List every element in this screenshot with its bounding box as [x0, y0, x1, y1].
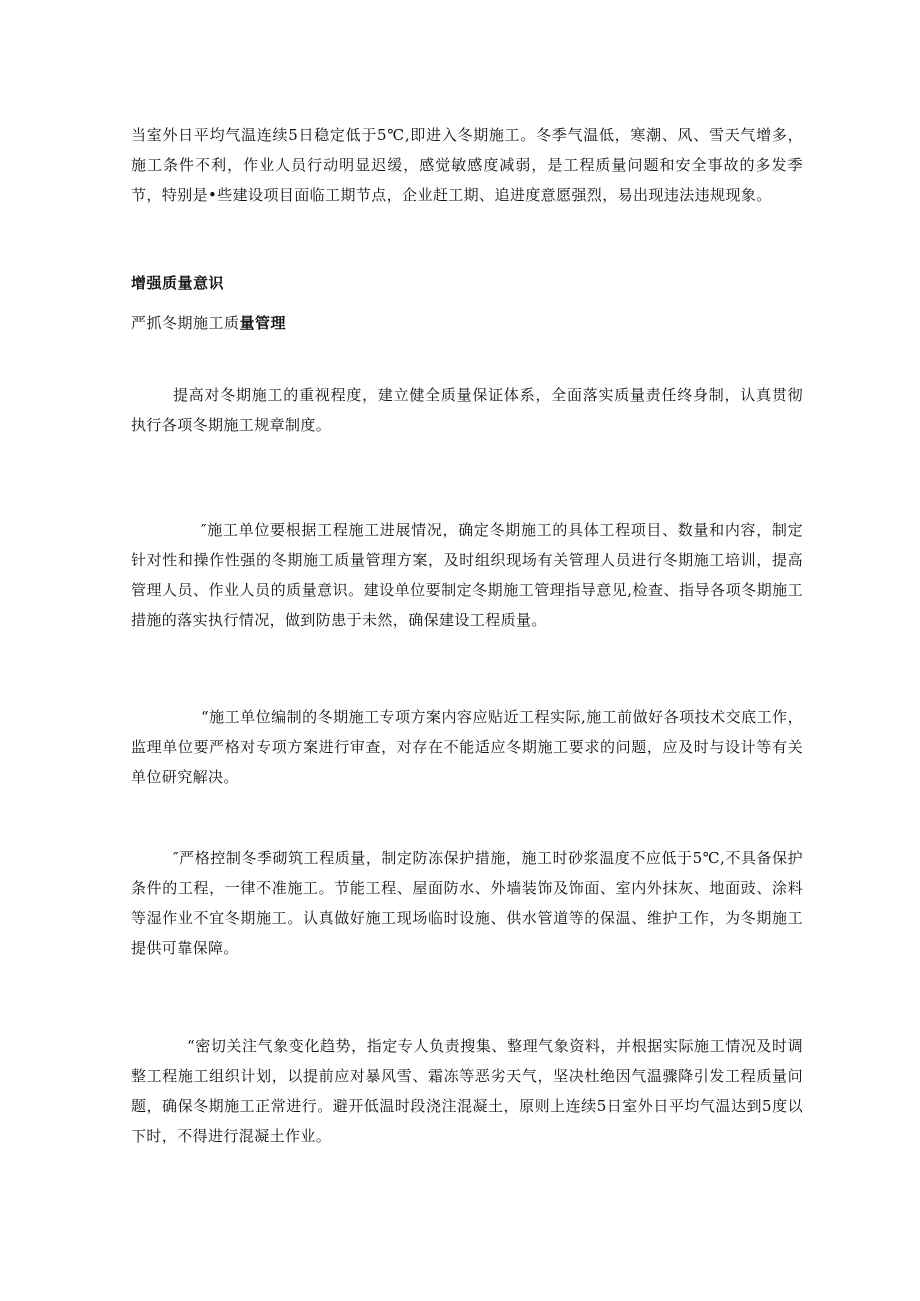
- paragraph-quality-system: 提高对冬期施工的重视程度，建立健全质量保证体系，全面落实质量责任终身制，认真贯彻执行各项冬期施工规章制度。: [131, 386, 803, 434]
- paragraph-special-scheme: “施工单位编制的冬期施工专项方案内容应贴近工程实际,施工前做好各项技术交底工作，监理单位要严格对专项方案进行审查，对存在不能适应冬期施工要求的问题，应及时与设计等有关单位研究解决。: [131, 708, 803, 786]
- section-heading: 增强质量意识: [131, 274, 225, 292]
- intro-paragraph: 当室外日平均气温连续5日稳定低于5℃,即进入冬期施工。冬季气温低，寒潮、风、雪天气增多，施工条件不利，作业人员行动明显迟缓，感觉敏感度减弱，是工程质量问题和安全事故的多发季节，特别是•些建设项目面临工期节点，企业赶工期、追进度意愿强烈，易出现违法违规现象。: [131, 126, 803, 204]
- subheading-regular-text: 严抓冬期施工质: [131, 314, 240, 332]
- paragraph-weather-monitoring: “密切关注气象变化趋势，指定专人负责搜集、整理气象资料，并根据实际施工情况及时调整工程施工组织计划，以提前应对暴风雪、霜冻等恶劣天气，坚决杜绝因气温骤降引发工程质量问题，确保冬期施工正常进行。避开低温时段浇注混凝土，原则上连续5日室外日平均气温达到5度以下时，不得进行混凝土作业。: [131, 1037, 803, 1145]
- section-subheading: [131, 313, 286, 333]
- subheading-bold-text: 量管理: [239, 314, 287, 332]
- paragraph-masonry-quality: ″严格控制冬季砌筑工程质量，制定防冻保护措施，施工时砂浆温度不应低于5℃,不具备保护条件的工程，一律不准施工。节能工程、屋面防水、外墙装饰及饰面、室内外抹灰、地面豉、涂料等湿作业不宜冬期施工。认真做好施工现场临时设施、供水管道等的保温、维护工作，为冬期施工提供可靠保障。: [131, 849, 803, 957]
- paragraph-construction-unit-plan: ″施工单位要根据工程施工进展情况，确定冬期施工的具体工程项目、数量和内容，制定针对性和操作性强的冬期施工质量管理方案，及时组织现场有关管理人员进行冬期施工培训，提高管理人员、作业人员的质量意识。建设单位要制定冬期施工管理指导意见,检查、指导各项冬期施工措施的落实执行情况，做到防患于未然，确保建设工程质量。: [131, 521, 803, 629]
